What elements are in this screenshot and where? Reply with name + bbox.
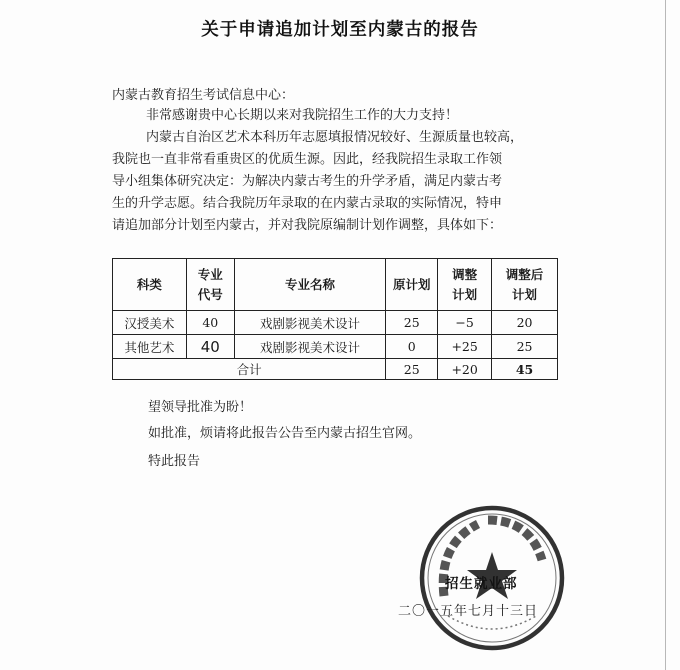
paragraph-line: 我院也一直非常看重贵区的优质生源。因此，经我院招生录取工作领: [112, 152, 503, 167]
table-total-row: [113, 359, 558, 380]
cell-after: 25: [492, 335, 558, 359]
paragraph-line: 生的升学志愿。结合我院历年录取的在内蒙古录取的实际情况，特申: [112, 196, 503, 211]
cell-code-handwritten: 40: [186, 335, 234, 359]
header-adjust-plan: [438, 259, 492, 311]
header-code: [186, 259, 234, 311]
cell-category: 其他艺术: [113, 335, 187, 359]
total-adjust: +20: [438, 359, 492, 380]
cell-category: 汉授美术: [113, 311, 187, 335]
table-row: [113, 311, 558, 335]
table-header-row: [113, 259, 558, 311]
recipient-line: 内蒙古教育招生考试信息中心：: [112, 88, 295, 103]
cell-adjust: −5: [438, 311, 492, 335]
header-code-line2: 代号: [197, 286, 223, 302]
total-original: 25: [386, 359, 438, 380]
header-after-line1: 调整后: [505, 266, 544, 282]
header-original-plan: 原计划: [386, 259, 438, 311]
header-after-line2: 计划: [512, 286, 538, 302]
cell-after: 20: [492, 311, 558, 335]
closing-line: 如批准，烦请将此报告公告至内蒙古招生官网。: [148, 426, 422, 441]
header-adjust-line1: 调整: [452, 266, 478, 282]
cell-major-name: 戏剧影视美术设计: [234, 311, 386, 335]
cell-major-name: 戏剧影视美术设计: [234, 335, 386, 359]
header-code-line1: 专业: [197, 266, 223, 282]
table-row: [113, 335, 558, 359]
page-edge: [665, 0, 666, 670]
stamp-department-label: 招生就业部: [445, 576, 518, 592]
cell-original: 25: [386, 311, 438, 335]
report-date: 二〇一五年七月十三日: [398, 604, 539, 619]
total-label: 合计: [113, 359, 386, 380]
paragraph-line: 请追加部分计划至内蒙古，并对我院原编制计划作调整，具体如下：: [112, 218, 503, 233]
header-major-name: 专业名称: [234, 259, 386, 311]
paragraph-line: 内蒙古自治区艺术本科历年志愿填报情况较好、生源质量也较高，: [146, 130, 524, 145]
closing-line: 望领导批准为盼！: [148, 400, 253, 415]
report-title: 关于申请追加计划至内蒙古的报告: [201, 20, 479, 40]
header-after-plan: [492, 259, 558, 311]
cell-code: 40: [186, 311, 234, 335]
header-adjust-line2: 计划: [452, 286, 478, 302]
header-category: 科类: [113, 259, 187, 311]
cell-adjust: +25: [438, 335, 492, 359]
total-after: 45: [492, 359, 558, 380]
closing-line: 特此报告: [148, 454, 201, 469]
paragraph-line: 非常感谢贵中心长期以来对我院招生工作的大力支持！: [146, 108, 459, 123]
cell-original: 0: [386, 335, 438, 359]
plan-adjustment-table: [112, 258, 558, 380]
paragraph-line: 导小组集体研究决定：为解决内蒙古考生的升学矛盾，满足内蒙古考: [112, 174, 503, 189]
